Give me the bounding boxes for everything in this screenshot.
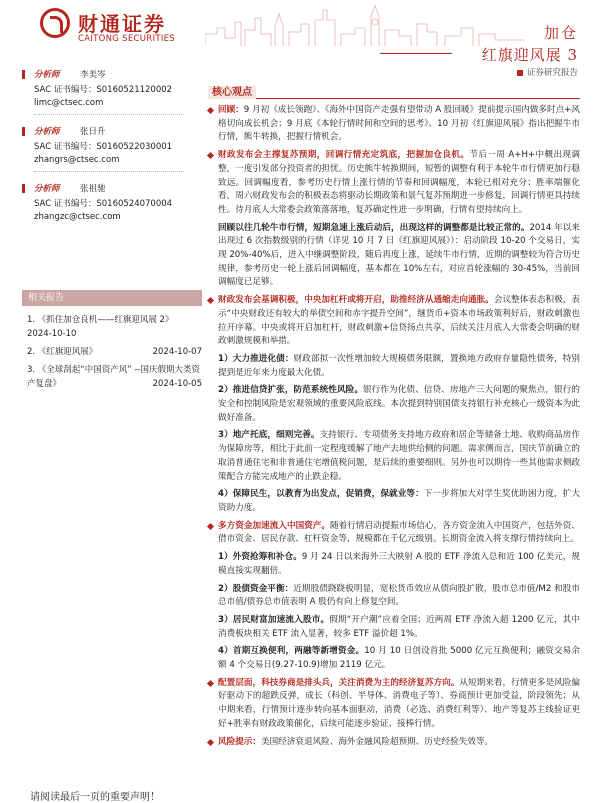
- city-skyline-decoration: [205, 4, 525, 46]
- point-body: 10 月 10 日创设首批 5000 亿元互换便利；融资交易余额 4 个交易日(9.27-10.9)增加 2119 亿元。: [218, 646, 580, 671]
- point-body: 假期“开户潮”应着全国；近两周 ETF 净流入超 1200 亿元，其中消费板块相关 ETF 流入显著，较多 ETF 溢价超 1%。: [218, 614, 580, 639]
- point-lead: 4）首期互换便利，两融等新增资金。: [218, 646, 365, 657]
- related-reports-heading: 相关报告: [22, 290, 202, 306]
- point-lead: 2）股债资金平衡：: [218, 583, 294, 594]
- related-report-title[interactable]: 3. 《全球刮起“中国资产风” --国庆假期大类资产复盘》: [27, 365, 200, 389]
- policy-point-4: [208, 488, 580, 515]
- paragraph-body: 9 月初《成长领跑》、《海外中国资产走强有望带动 A 股回暖》提前提示国内做多时点+风格切向成长机会；9 月底《本轮行情时间和空间的思考》、10 月初《红旗迎风展》指出把握牛市行情，熊牛转换，把握行情机会。: [218, 105, 580, 143]
- disclaimer-footer: 请阅读最后一页的重要声明！: [30, 792, 160, 803]
- inflow-point-2: [208, 583, 580, 610]
- core-viewpoints-section: [208, 80, 580, 753]
- analyst-name: 张祖驰: [80, 184, 106, 194]
- point-lead: 1）外资抢筹和补仓。: [218, 552, 302, 563]
- report-type-tag: 证券研究报告: [517, 66, 578, 78]
- paragraph-lead: 回顾以往几轮牛市行情，短期急速上涨后动后，出现这样的调整都是比较正常的。: [218, 222, 530, 233]
- paragraph-body: 从短期来看，行情更多是风险偏好驱动下的超跌反弹，成长（科创、半导体、消费电子等）、券商预计更加受益，阶段领先；从中期来看，行情预计逐步转向基本面驱动，消费（必选、消费红利等）、地产等复苏主线验证更好+胜率有财政政策催化，后续可能逐步验证、接棒行情。: [218, 677, 580, 729]
- related-report-title[interactable]: 1. 《抓住加仓良机——红旗迎风展 2》: [27, 315, 174, 325]
- point-lead: 3）居民财富加速流入股市。: [218, 614, 330, 625]
- paragraph-body: 节后一周 A+H+中概出现调整，一度引发部分投资者的担忧。历史熊牛转换期间，短暂的调整有利于本轮牛市行情更加行稳致远。回调幅度看，参考历史行情上涨行情的节奏和回调幅度，本轮已相对充分；胜率端催化看，周六财政发布会的积极表态将驱动长期政策和景气复苏预期进一步修复，回调行情更具持续性。待月底人大常委会政策落落地，复苏确定性进一步明确，行情有望持续向上。: [218, 150, 580, 215]
- analyst-role: 分析师: [34, 70, 60, 80]
- related-reports-list: [27, 313, 202, 395]
- paragraph-fiscal-stance: [208, 294, 580, 349]
- analyst-email[interactable]: zhangzc@ctsec.com: [34, 212, 121, 222]
- paragraph-body: 2014 年以来出现过 6 次指数级别的行情（详见 10 月 7 日《红旗迎风展》）：启动阶段 10-20 个交易日，实现 20%-40%后，进入中继调整阶段，随后再度上涨，延续牛市行情，近期的调整较为符合历史规律，参考历史一轮上涨后回调幅度，基本都在 10%左右，对应首轮涨幅的 30-45%，当前回调幅度已足够。: [218, 222, 581, 288]
- related-report-date: 2024-10-10: [27, 329, 77, 339]
- point-body: 财政部拟一次性增加较大规模债务限额，置换地方政府存量隐性债务，特别提到是近年来力度最大化债。: [218, 353, 580, 378]
- analyst-email[interactable]: zhangrs@ctsec.com: [34, 155, 120, 165]
- related-report-item[interactable]: [27, 313, 202, 341]
- paragraph-lead: 财政发布会基调积极，中央加杠杆或将开启，助推经济从通缩走向通胀。: [218, 295, 494, 306]
- policy-point-2: [208, 384, 580, 425]
- point-lead: 1）大力推进化债：: [218, 353, 294, 364]
- inflow-point-4: [208, 645, 580, 672]
- paragraph-lead: 配置层面，科技券商是排头兵，关注消费为主的经济复苏方向。: [218, 677, 460, 688]
- paragraph-review: [208, 104, 580, 145]
- analyst-role: 分析师: [34, 184, 60, 194]
- report-series-title: 加仓: [543, 24, 578, 42]
- point-body: 支持银行、专项债务支持地方政府和居企等储备土地、收购商品房作为保障房等，相比于此前一定程度缓解了地产去地供给侧的问题。需求侧而言，国庆节前确立的取消普通住宅和非普通住宅增值税问题，是后续的重要细则。另外也可以期待一些其他需求侧政策配合方能完成地产的止跌企稳。: [218, 430, 580, 482]
- paragraph-lead: 多方资金加速流入中国资产。: [218, 520, 331, 531]
- point-body: 近期股债跷跷板明显，宽松货币效应从债向股扩散，股市总市值/M2 和股市总市值/债券总市值表明 A 股仍有向上修复空间。: [218, 583, 580, 608]
- analyst-panel: [22, 68, 202, 239]
- inflow-point-1: [208, 551, 580, 578]
- point-lead: 4）保障民生，以教育为出发点，促销费，保就业等：: [218, 489, 424, 500]
- analyst-name: 李美岑: [80, 70, 106, 80]
- point-body: 下一步将加大对学生奖优助困力度，扩大资助力度。: [218, 489, 580, 513]
- point-lead: 2）推进信贷扩张，防范系统性风险。: [218, 385, 363, 396]
- analyst-email[interactable]: limc@ctsec.com: [34, 98, 104, 108]
- paragraph-lead: 回顾：: [218, 105, 244, 115]
- paragraph-body: 美国经济衰退风险、海外金融风险超预期、历史经验失效等。: [260, 736, 494, 747]
- paragraph-allocation: [208, 677, 580, 732]
- analyst-divider: [34, 114, 184, 115]
- point-body: 9 月 24 日以来海外三大映射 A 股的 ETF 净流入总和近 100 亿美元，规模直接实现翻倍。: [218, 552, 580, 576]
- analyst-role: 分析师: [34, 127, 60, 137]
- paragraph-risk-warning: [208, 736, 580, 750]
- analyst-name: 张日升: [80, 127, 106, 137]
- analyst-sac-number: SAC 证书编号：S0160522030001: [34, 142, 173, 152]
- analyst-divider: [34, 171, 184, 172]
- related-report-item[interactable]: [27, 363, 202, 391]
- paragraph-fiscal-conference: [208, 149, 580, 218]
- core-viewpoints-heading: [208, 80, 580, 99]
- paragraph-capital-inflows: [208, 520, 580, 547]
- point-body: 银行作为化债、信贷、房地产三大问题的聚焦点，银行的安全和控制风险是宏观领域的重要风险底线。本次提到特别国债支持银行补充核心一级资本为此做好准备。: [218, 385, 580, 423]
- analyst-card: [22, 182, 202, 236]
- policy-point-1: [208, 353, 580, 380]
- related-report-title[interactable]: 2. 《红旗迎风展》: [27, 347, 98, 357]
- brand-name-en: CAITONG SECURITIES: [78, 34, 175, 44]
- report-title: 红旗迎风展 3: [481, 46, 578, 64]
- policy-point-3: [208, 429, 580, 484]
- point-lead: 3）地产托底，细则完善。: [218, 430, 320, 441]
- caitong-logo-icon: [40, 8, 70, 38]
- analyst-card: [22, 125, 202, 179]
- paragraph-body: 随着行情启动提振市场信心，各方资金流入中国资产，包括外资、借市资金、居民存款、杠杆资金等，规模都在千亿元级别。长期资金流入将支撑行情持续向上。: [218, 520, 580, 545]
- related-report-date: 2024-10-07: [152, 347, 202, 357]
- paragraph-body: 会议整体表态积极，表示“中央财政还有较大的举债空间和赤字提升空间”，继货币+资本市场政策利好后，财政刺激也拉开序幕。中央或将开启加杠杆，财政刺激+信贷扬点共享，后续关注月底人大常委会明确的财政刺激规模和举措。: [218, 295, 580, 347]
- analyst-sac-number: SAC 证书编号：S0160521120002: [34, 85, 173, 95]
- paragraph-past-bull-markets: [208, 222, 580, 291]
- title-divider: [380, 53, 452, 54]
- paragraph-lead: 风险提示：: [218, 736, 261, 747]
- core-viewpoints-title: 核心观点: [208, 86, 256, 99]
- related-report-item[interactable]: [27, 345, 202, 359]
- paragraph-lead: 财政发布会主撑复苏预期，回调行情充定筑底，把握加仓良机。: [218, 150, 470, 161]
- analyst-sac-number: SAC 证书编号：S0160524070004: [34, 199, 173, 209]
- brand-name-cn: 财通证券: [78, 12, 166, 36]
- analyst-card: [22, 68, 202, 122]
- inflow-point-3: [208, 614, 580, 641]
- related-report-date: 2024-10-05: [152, 379, 202, 389]
